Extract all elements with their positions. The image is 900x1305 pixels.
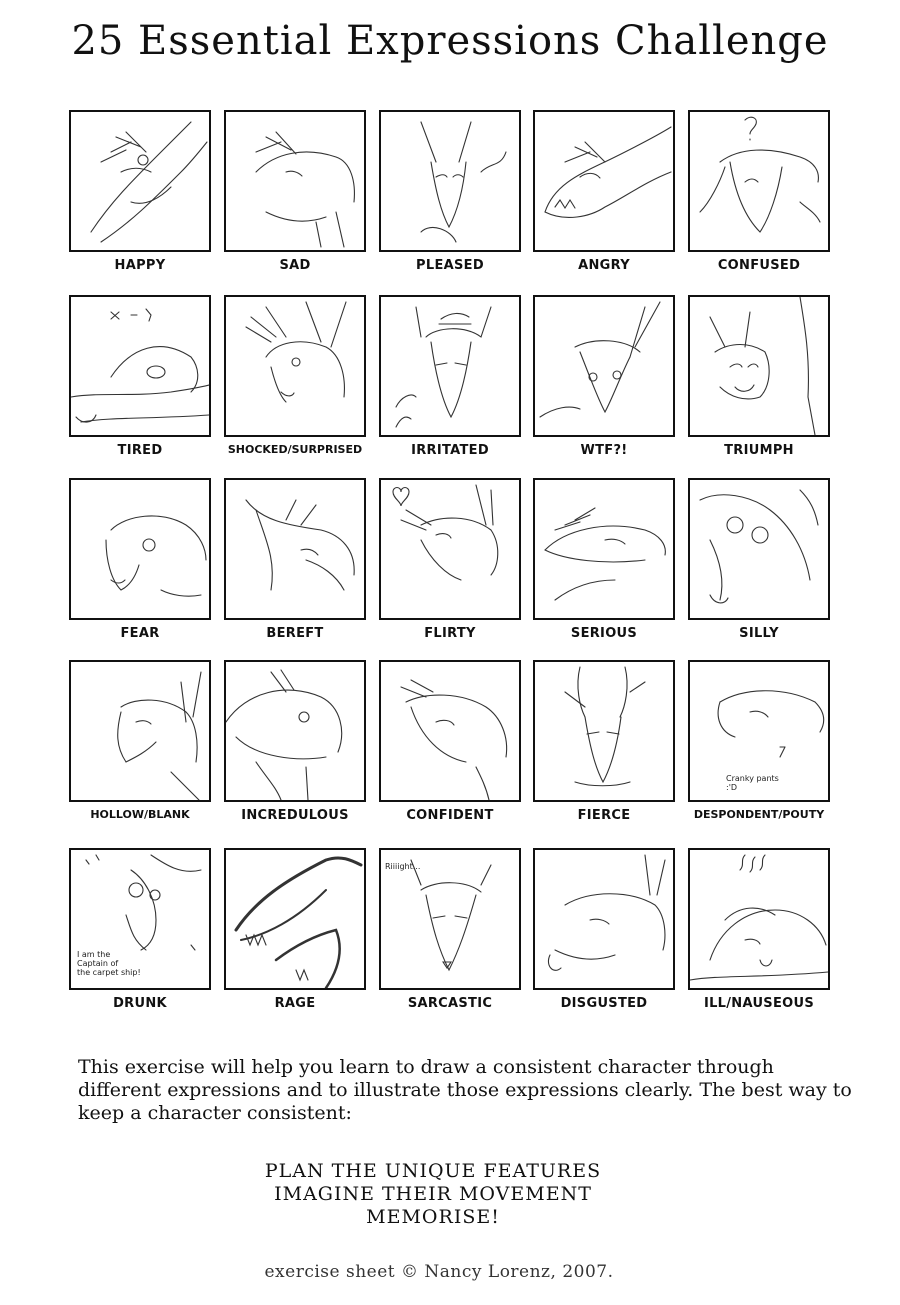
expression-label: SAD <box>279 258 311 273</box>
sketch-frame <box>379 660 521 802</box>
dragon-head-sketch <box>226 662 364 800</box>
expression-label: IRRITATED <box>411 443 489 458</box>
sketch-frame <box>533 478 675 620</box>
expression-cell-shocked <box>224 295 376 469</box>
dragon-head-sketch <box>535 480 673 618</box>
dragon-head-sketch <box>71 297 209 435</box>
expression-label: FLIRTY <box>424 626 476 641</box>
expression-label: PLEASED <box>416 258 484 273</box>
dragon-head-sketch <box>226 850 364 988</box>
expression-cell-bereft <box>224 478 376 652</box>
sketch-frame <box>69 660 211 802</box>
expression-cell-irritated <box>379 295 531 469</box>
expression-cell-rage <box>224 848 376 1022</box>
dragon-head-sketch <box>535 297 673 435</box>
dragon-head-sketch <box>381 112 519 250</box>
sketch-frame <box>688 660 830 802</box>
dragon-head-sketch <box>381 662 519 800</box>
expression-label: DISGUSTED <box>560 996 648 1011</box>
sketch-frame <box>533 295 675 437</box>
expression-cell-drunk <box>69 848 221 1022</box>
page-title: 25 Essential Expressions Challenge <box>71 18 829 64</box>
dragon-head-sketch <box>690 297 828 435</box>
dragon-head-sketch <box>690 850 828 988</box>
expression-label: ILL/NAUSEOUS <box>703 996 815 1011</box>
sketch-frame <box>379 478 521 620</box>
sketch-frame <box>688 295 830 437</box>
handwritten-note: Riiiight... <box>385 862 421 871</box>
sketch-frame <box>224 660 366 802</box>
sketch-frame <box>224 295 366 437</box>
sketch-frame <box>224 110 366 252</box>
expression-cell-confused <box>688 110 840 284</box>
expression-label: HAPPY <box>114 258 166 273</box>
handwritten-note: I am the Captain of the carpet ship! <box>77 950 141 977</box>
dragon-head-sketch <box>690 112 828 250</box>
expression-cell-happy <box>69 110 221 284</box>
expression-cell-fierce <box>533 660 685 834</box>
expression-label: DRUNK <box>113 996 167 1011</box>
expression-cell-silly <box>688 478 840 652</box>
sketch-frame <box>533 660 675 802</box>
dragon-head-sketch <box>381 297 519 435</box>
expression-label: SERIOUS <box>570 626 638 641</box>
expression-cell-angry <box>533 110 685 284</box>
dragon-head-sketch <box>535 112 673 250</box>
expression-cell-wtf <box>533 295 685 469</box>
expression-cell-fear <box>69 478 221 652</box>
sketch-frame <box>533 110 675 252</box>
step-item: PLAN THE UNIQUE FEATURES <box>264 1160 602 1182</box>
dragon-head-sketch <box>71 112 209 250</box>
expression-label: INCREDULOUS <box>241 808 349 823</box>
expression-label: CONFUSED <box>717 258 801 273</box>
dragon-head-sketch <box>226 112 364 250</box>
expression-cell-incredulous <box>224 660 376 834</box>
expression-label: TIRED <box>117 443 163 458</box>
dragon-head-sketch <box>690 480 828 618</box>
expression-label: SARCASTIC <box>407 996 493 1011</box>
expression-cell-confident <box>379 660 531 834</box>
copyright-credit: exercise sheet © Nancy Lorenz, 2007. <box>264 1262 614 1282</box>
expression-cell-hollow <box>69 660 221 834</box>
dragon-head-sketch <box>71 662 209 800</box>
sketch-frame <box>379 110 521 252</box>
dragon-head-sketch <box>381 480 519 618</box>
dragon-head-sketch <box>226 480 364 618</box>
dragon-head-sketch <box>535 850 673 988</box>
steps-list <box>0 1160 866 1229</box>
handwritten-note: Cranky pants :'D <box>726 774 779 792</box>
expression-cell-despondent <box>688 660 840 834</box>
expression-label: WTF?! <box>580 443 628 458</box>
sketch-frame <box>379 295 521 437</box>
expression-label: TRIUMPH <box>724 443 794 458</box>
sketch-frame <box>688 110 830 252</box>
expression-cell-sad <box>224 110 376 284</box>
sketch-frame <box>224 848 366 990</box>
intro-paragraph: This exercise will help you learn to draw a consistent character through different expressions and to illustrate those expressions clearly. The best way to keep a character consistent: <box>78 1056 852 1124</box>
expression-label: SILLY <box>739 626 779 641</box>
dragon-head-sketch <box>71 480 209 618</box>
expression-cell-tired <box>69 295 221 469</box>
expression-cell-triumph <box>688 295 840 469</box>
sketch-frame <box>69 110 211 252</box>
sketch-frame <box>69 478 211 620</box>
expression-cell-flirty <box>379 478 531 652</box>
expression-cell-ill <box>688 848 840 1022</box>
expression-cell-sarcastic <box>379 848 531 1022</box>
sketch-frame <box>379 848 521 990</box>
expression-label: FEAR <box>120 626 160 641</box>
expression-label: BEREFT <box>266 626 324 641</box>
expression-label: ANGRY <box>578 258 630 273</box>
expression-cell-disgusted <box>533 848 685 1022</box>
dragon-head-sketch <box>535 662 673 800</box>
step-item: IMAGINE THEIR MOVEMENT <box>274 1183 592 1205</box>
sketch-frame <box>69 848 211 990</box>
expression-label: SHOCKED/SURPRISED <box>227 443 363 456</box>
sketch-frame <box>533 848 675 990</box>
dragon-head-sketch <box>226 297 364 435</box>
expression-label: CONFIDENT <box>406 808 494 823</box>
sketch-frame <box>224 478 366 620</box>
expression-label: HOLLOW/BLANK <box>90 808 190 821</box>
step-item: MEMORISE! <box>366 1206 500 1228</box>
sketch-frame <box>688 848 830 990</box>
expression-label: DESPONDENT/POUTY <box>693 808 825 821</box>
expression-label: FIERCE <box>577 808 631 823</box>
expression-cell-serious <box>533 478 685 652</box>
sketch-frame <box>69 295 211 437</box>
expression-cell-pleased <box>379 110 531 284</box>
sketch-frame <box>688 478 830 620</box>
expression-label: RAGE <box>274 996 316 1011</box>
